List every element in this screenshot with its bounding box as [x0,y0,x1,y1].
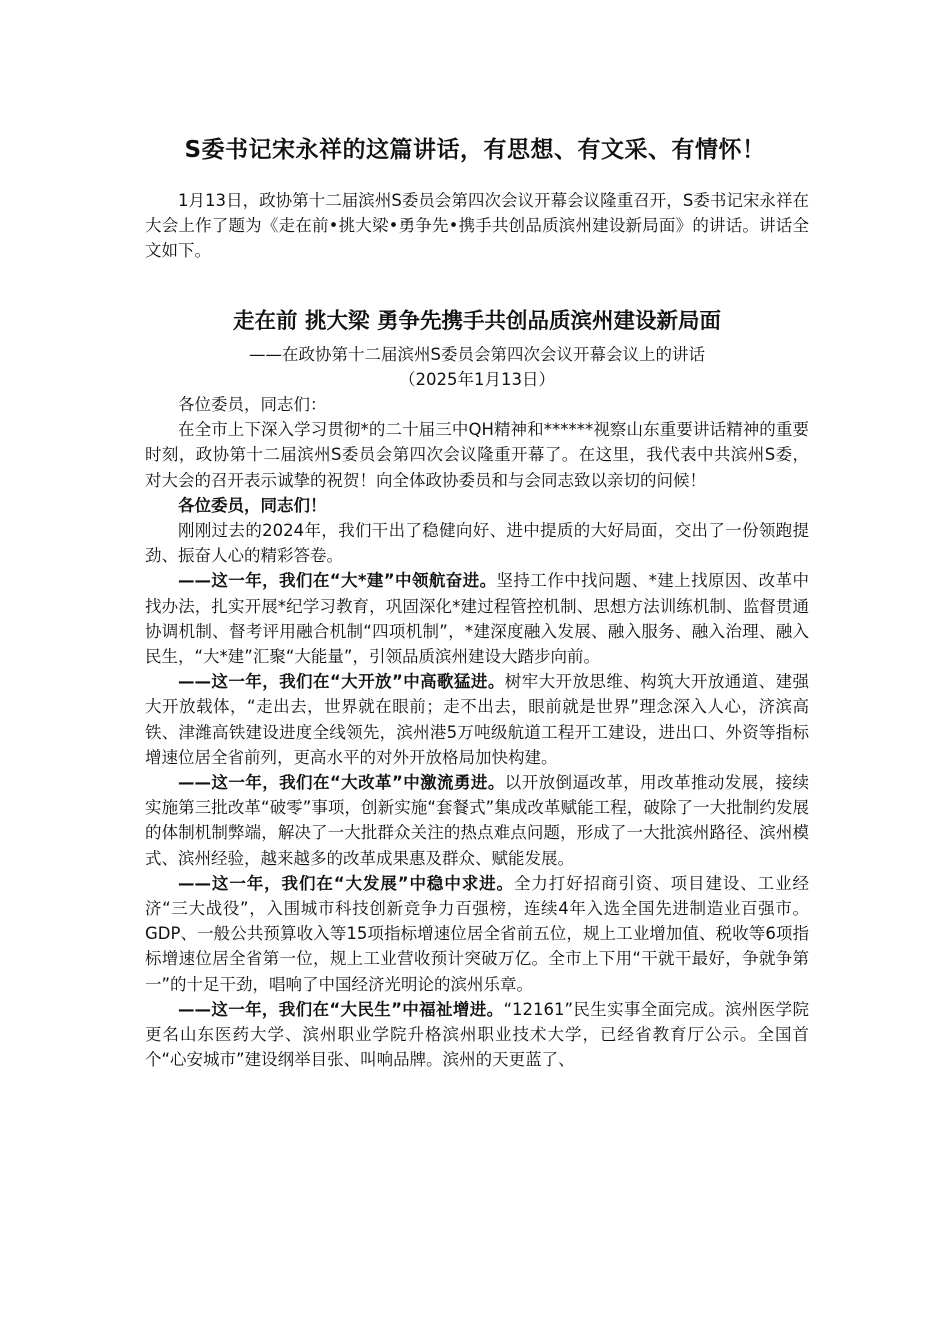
section-lead: ——这一年，我们在“大*建”中领航奋进。 [178,571,497,591]
document-title: S委书记宋永祥的这篇讲话，有思想、有文采、有情怀！ [184,137,766,163]
section-lead: ——这一年，我们在“大改革”中激流勇进。 [178,773,505,793]
section-text: 树牢大开放思维、构筑大开放通道、建强大开放载体，“走出去，世界就在眼前；走不出去，眼前就是世界”理念深入人心，济滨高铁、津潍高铁建设进度全线领先，滨州港5万吨级航道工程开工建设，进出口、外资等指标增速位居全省前列，更高水平的对外开放格局加快构建。 [145,672,809,767]
intro-paragraph: 1月13日，政协第十二届滨州S委员会第四次会议开幕会议隆重召开，S委书记宋永祥在大会上作了题为《走在前•挑大梁•勇争先•携手共创品质滨州建设新局面》的讲话。讲话全文如下。 [145,191,809,261]
section-spacer [145,264,809,306]
section-lead: ——这一年，我们在“大开放”中高歌猛进。 [178,672,505,692]
section-party-building [145,568,809,669]
section-lead: ——这一年，我们在“大民生”中福祉增进。 [178,999,504,1019]
section-text: “12161”民生实事全面完成。滨州医学院更名山东医药大学、滨州职业学院升格滨州职业技术大学，已经省教育厅公示。全国首个“心安城市”建设纲举目张、叫响品牌。滨州的天更蓝了、 [145,999,809,1070]
section-lead: ——这一年，我们在“大发展”中稳中求进。 [178,873,514,893]
greeting: 各位委员，同志们： [178,395,327,415]
section-development [145,871,809,997]
paragraph-opening: 在全市上下深入学习贯彻*的二十届三中QH精神和******视察山东重要讲话精神的重要时刻，政协第十二届滨州S委员会第四次会议隆重开幕了。在这里，我代表中共滨州S委，对大会的召开表示诚挚的祝贺！向全体政协委员和与会同志致以亲切的问候！ [145,420,809,490]
speech-title: 走在前 挑大梁 勇争先携手共创品质滨州建设新局面 [233,308,721,334]
speech-date: （2025年1月13日） [399,369,555,389]
section-opening-up [145,669,809,770]
section-livelihood [145,997,809,1073]
section-text: 坚持工作中找问题、*建上找原因、改革中找办法，扎实开展*纪学习教育，巩固深化*建过程管控机制、思想方法训练机制、监督贯通协调机制、督考评用融合机制“四项机制”，*建深度融入发展、融入服务、融入治理、融入民生，“大*建”汇聚“大能量”，引领品质滨州建设大踏步向前。 [145,571,809,667]
speech-subtitle: ——在政协第十二届滨州S委员会第四次会议开幕会议上的讲话 [249,344,705,364]
section-text: 以开放倒逼改革，用改革推动发展，接续实施第三批改革“破零”事项，创新实施“套餐式”集成改革赋能工程，破除了一大批制约发展的体制机制弊端，解决了一大批群众关注的热点难点问题，形成了一大批滨州路径、滨州模式、滨州经验，越来越多的改革成果惠及群众、赋能发展。 [145,773,809,868]
section-reform [145,770,809,871]
section-text: 全力打好招商引资、项目建设、工业经济“三大战役”，入围城市科技创新竞争力百强榜，连续4年入选全国先进制造业百强市。GDP、一般公共预算收入等15项指标增速位居全省前五位，规上工业增加值、税收等6项指标增速位居全省第一位，规上工业营收预计突破万亿。全市上下用“干就干最好，争就争第一”的十足干劲，唱响了中国经济光明论的滨州乐章。 [145,873,809,994]
greeting-second: 各位委员，同志们！ [178,495,327,515]
paragraph-review: 刚刚过去的2024年，我们干出了稳健向好、进中提质的大好局面，交出了一份领跑提劲、振奋人心的精彩答卷。 [145,521,809,566]
document-body [145,188,809,1073]
